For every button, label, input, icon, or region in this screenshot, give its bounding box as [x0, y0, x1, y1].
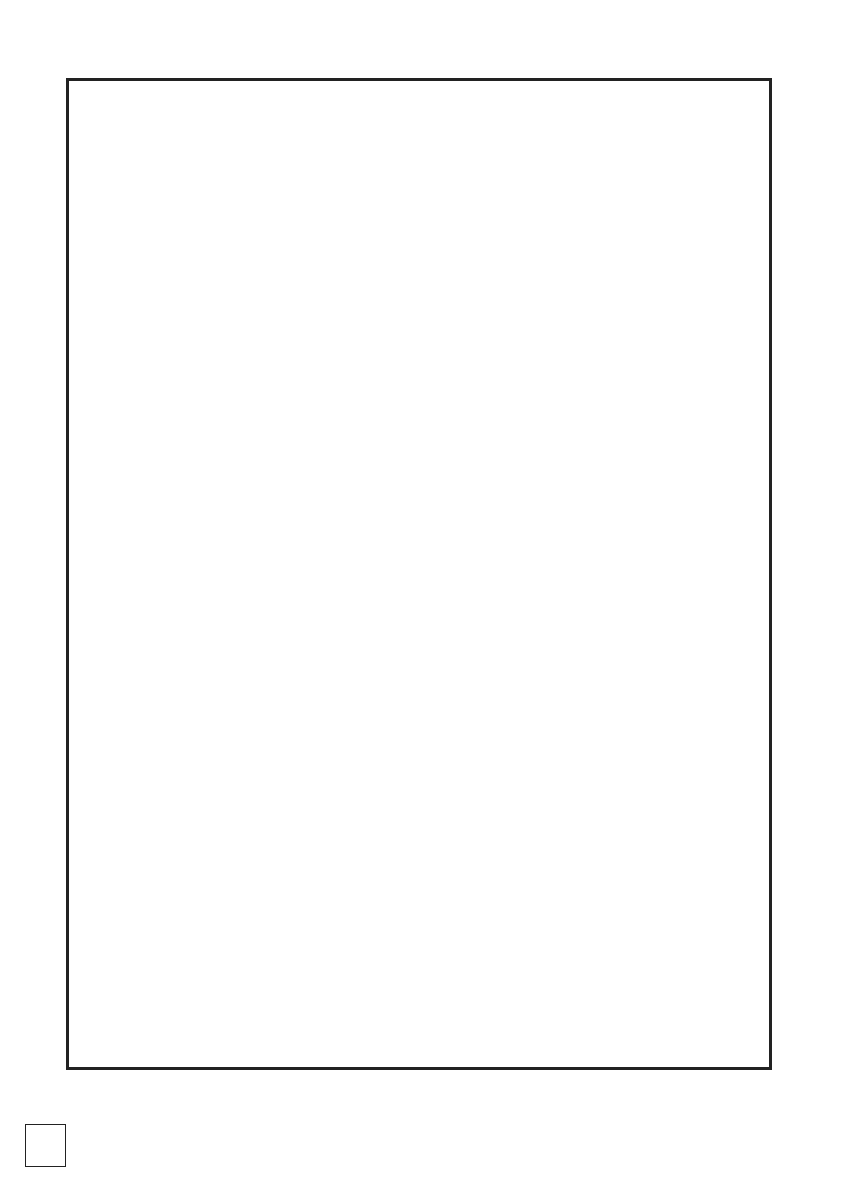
page-frame — [66, 78, 772, 1070]
page-number-box — [25, 1124, 66, 1167]
